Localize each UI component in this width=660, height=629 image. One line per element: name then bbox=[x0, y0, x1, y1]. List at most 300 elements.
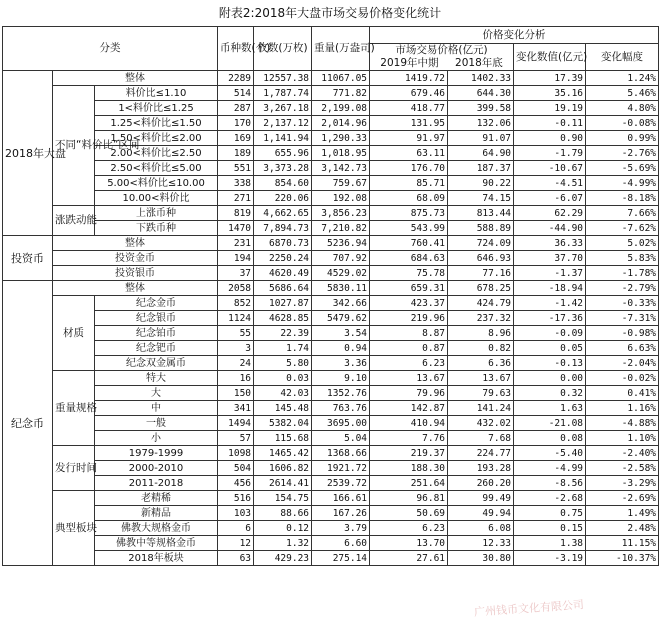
table-row bbox=[3, 536, 659, 551]
change-value-cell: 1.38 bbox=[514, 536, 586, 551]
change-value-cell: -4.99 bbox=[514, 461, 586, 476]
table-row bbox=[3, 221, 659, 236]
count-cell: 2058 bbox=[218, 281, 254, 296]
weight-cell: 11067.05 bbox=[312, 71, 370, 86]
change-pct-cell: 4.80% bbox=[586, 101, 659, 116]
table-row bbox=[3, 116, 659, 131]
mintage-cell: 4,662.65 bbox=[254, 206, 312, 221]
table-row bbox=[3, 326, 659, 341]
change-value-cell: 0.75 bbox=[514, 506, 586, 521]
row-label: 特大 bbox=[95, 371, 218, 386]
change-pct-cell: 11.15% bbox=[586, 536, 659, 551]
count-cell: 852 bbox=[218, 296, 254, 311]
group-weight-spec: 重量规格 bbox=[53, 371, 95, 446]
end2018-cell: 13.67 bbox=[448, 371, 514, 386]
weight-cell: 1352.76 bbox=[312, 386, 370, 401]
mintage-cell: 1465.42 bbox=[254, 446, 312, 461]
mid2019-cell: 7.76 bbox=[370, 431, 448, 446]
end2018-cell: 813.44 bbox=[448, 206, 514, 221]
change-value-cell: -4.51 bbox=[514, 176, 586, 191]
mintage-cell: 2250.24 bbox=[254, 251, 312, 266]
change-value-cell: -0.11 bbox=[514, 116, 586, 131]
section-investment: 投资币 bbox=[3, 236, 53, 281]
mintage-cell: 429.23 bbox=[254, 551, 312, 566]
row-label: 纪念铂币 bbox=[95, 326, 218, 341]
count-cell: 63 bbox=[218, 551, 254, 566]
mid2019-cell: 684.63 bbox=[370, 251, 448, 266]
count-cell: 169 bbox=[218, 131, 254, 146]
table-row bbox=[3, 446, 659, 461]
row-label: 纪念钯币 bbox=[95, 341, 218, 356]
weight-cell: 1,290.33 bbox=[312, 131, 370, 146]
end2018-cell: 64.90 bbox=[448, 146, 514, 161]
end2018-cell: 678.25 bbox=[448, 281, 514, 296]
change-value-cell: -1.42 bbox=[514, 296, 586, 311]
row-label: 上涨币种 bbox=[95, 206, 218, 221]
change-pct-cell: 0.99% bbox=[586, 131, 659, 146]
count-cell: 338 bbox=[218, 176, 254, 191]
end2018-cell: 6.36 bbox=[448, 356, 514, 371]
weight-cell: 2,199.08 bbox=[312, 101, 370, 116]
mintage-cell: 1.32 bbox=[254, 536, 312, 551]
mid2019-cell: 6.23 bbox=[370, 521, 448, 536]
count-cell: 231 bbox=[218, 236, 254, 251]
mid2019-cell: 423.37 bbox=[370, 296, 448, 311]
change-value-cell: -1.79 bbox=[514, 146, 586, 161]
change-pct-cell: -3.29% bbox=[586, 476, 659, 491]
row-label: 佛教中等规格金币 bbox=[95, 536, 218, 551]
mintage-cell: 1,787.74 bbox=[254, 86, 312, 101]
table-row bbox=[3, 86, 659, 101]
row-label: 纪念银币 bbox=[95, 311, 218, 326]
row-label: 下跌币种 bbox=[95, 221, 218, 236]
mintage-cell: 0.12 bbox=[254, 521, 312, 536]
row-label: 整体 bbox=[53, 236, 218, 251]
weight-cell: 275.14 bbox=[312, 551, 370, 566]
mid2019-cell: 13.70 bbox=[370, 536, 448, 551]
change-pct-cell: 1.49% bbox=[586, 506, 659, 521]
mid2019-cell: 142.87 bbox=[370, 401, 448, 416]
end2018-cell: 399.58 bbox=[448, 101, 514, 116]
row-label: 小 bbox=[95, 431, 218, 446]
row-label: 投资银币 bbox=[53, 266, 218, 281]
end2018-cell: 187.37 bbox=[448, 161, 514, 176]
table-row bbox=[3, 491, 659, 506]
weight-cell: 5.04 bbox=[312, 431, 370, 446]
end2018-cell: 49.94 bbox=[448, 506, 514, 521]
count-cell: 12 bbox=[218, 536, 254, 551]
count-cell: 189 bbox=[218, 146, 254, 161]
row-label: 佛教大规格金币 bbox=[95, 521, 218, 536]
table-row bbox=[3, 161, 659, 176]
row-label: 纪念金币 bbox=[95, 296, 218, 311]
header-price-analysis: 价格变化分析 bbox=[370, 27, 659, 44]
change-value-cell: 35.16 bbox=[514, 86, 586, 101]
change-pct-cell: -2.79% bbox=[586, 281, 659, 296]
end2018-cell: 79.63 bbox=[448, 386, 514, 401]
end2018-cell: 99.49 bbox=[448, 491, 514, 506]
row-label: 1979-1999 bbox=[95, 446, 218, 461]
weight-cell: 2539.72 bbox=[312, 476, 370, 491]
change-pct-cell: 7.66% bbox=[586, 206, 659, 221]
table-row bbox=[3, 191, 659, 206]
row-label: 1<料价比≤1.25 bbox=[95, 101, 218, 116]
end2018-cell: 12.33 bbox=[448, 536, 514, 551]
change-pct-cell: -2.69% bbox=[586, 491, 659, 506]
row-label: 整体 bbox=[53, 71, 218, 86]
table-row bbox=[3, 176, 659, 191]
change-pct-cell: -2.58% bbox=[586, 461, 659, 476]
change-pct-cell: -10.37% bbox=[586, 551, 659, 566]
weight-cell: 7,210.82 bbox=[312, 221, 370, 236]
table-row bbox=[3, 461, 659, 476]
header-mid-2019: 2019年中期 bbox=[380, 57, 439, 69]
end2018-cell: 260.20 bbox=[448, 476, 514, 491]
header-end-2018: 2018年底 bbox=[455, 57, 503, 69]
change-value-cell: -17.36 bbox=[514, 311, 586, 326]
weight-cell: 1368.66 bbox=[312, 446, 370, 461]
mintage-cell: 3,373.28 bbox=[254, 161, 312, 176]
count-cell: 170 bbox=[218, 116, 254, 131]
end2018-cell: 0.82 bbox=[448, 341, 514, 356]
mintage-cell: 220.06 bbox=[254, 191, 312, 206]
table-row bbox=[3, 251, 659, 266]
mid2019-cell: 219.96 bbox=[370, 311, 448, 326]
header-count: 币种数(个) bbox=[218, 27, 254, 71]
table-row bbox=[3, 521, 659, 536]
mid2019-cell: 875.73 bbox=[370, 206, 448, 221]
end2018-cell: 91.07 bbox=[448, 131, 514, 146]
change-value-cell: -18.94 bbox=[514, 281, 586, 296]
mid2019-cell: 188.30 bbox=[370, 461, 448, 476]
count-cell: 1494 bbox=[218, 416, 254, 431]
weight-cell: 2,014.96 bbox=[312, 116, 370, 131]
mintage-cell: 145.48 bbox=[254, 401, 312, 416]
group-typical: 典型板块 bbox=[53, 491, 95, 566]
change-value-cell: -0.09 bbox=[514, 326, 586, 341]
group-material: 材质 bbox=[53, 296, 95, 371]
header-change-pct: 变化幅度 bbox=[586, 44, 659, 71]
end2018-cell: 588.89 bbox=[448, 221, 514, 236]
table-row bbox=[3, 401, 659, 416]
mid2019-cell: 6.23 bbox=[370, 356, 448, 371]
section-dapan: 2018年大盘 bbox=[3, 71, 53, 236]
table-row bbox=[3, 386, 659, 401]
change-pct-cell: -7.62% bbox=[586, 221, 659, 236]
row-label: 1.25<料价比≤1.50 bbox=[95, 116, 218, 131]
mid2019-cell: 679.46 bbox=[370, 86, 448, 101]
row-label: 中 bbox=[95, 401, 218, 416]
end2018-cell: 30.80 bbox=[448, 551, 514, 566]
mintage-cell: 4620.49 bbox=[254, 266, 312, 281]
change-value-cell: 62.29 bbox=[514, 206, 586, 221]
weight-cell: 5236.94 bbox=[312, 236, 370, 251]
change-value-cell: 0.15 bbox=[514, 521, 586, 536]
row-label: 纪念双金属币 bbox=[95, 356, 218, 371]
table-row bbox=[3, 431, 659, 446]
change-pct-cell: -1.78% bbox=[586, 266, 659, 281]
group-issue-time: 发行时间 bbox=[53, 446, 95, 491]
mid2019-cell: 8.87 bbox=[370, 326, 448, 341]
header-market-price-label: 市场交易价格(亿元) bbox=[395, 44, 488, 56]
row-label: 1.50<料价比≤2.00 bbox=[95, 131, 218, 146]
table-row bbox=[3, 506, 659, 521]
mid2019-cell: 760.41 bbox=[370, 236, 448, 251]
row-label: 投资金币 bbox=[53, 251, 218, 266]
weight-cell: 166.61 bbox=[312, 491, 370, 506]
change-value-cell: -6.07 bbox=[514, 191, 586, 206]
count-cell: 271 bbox=[218, 191, 254, 206]
mintage-cell: 2,137.12 bbox=[254, 116, 312, 131]
change-pct-cell: 1.16% bbox=[586, 401, 659, 416]
count-cell: 103 bbox=[218, 506, 254, 521]
group-updown: 涨跌动能 bbox=[53, 206, 95, 236]
change-pct-cell: -2.04% bbox=[586, 356, 659, 371]
count-cell: 287 bbox=[218, 101, 254, 116]
change-pct-cell: -5.69% bbox=[586, 161, 659, 176]
change-value-cell: 0.05 bbox=[514, 341, 586, 356]
end2018-cell: 90.22 bbox=[448, 176, 514, 191]
mid2019-cell: 251.64 bbox=[370, 476, 448, 491]
change-pct-cell: 5.83% bbox=[586, 251, 659, 266]
end2018-cell: 724.09 bbox=[448, 236, 514, 251]
group-price-ratio: 不同“料价比”区间 bbox=[53, 86, 95, 206]
table-row bbox=[3, 206, 659, 221]
mid2019-cell: 13.67 bbox=[370, 371, 448, 386]
end2018-cell: 644.30 bbox=[448, 86, 514, 101]
change-pct-cell: -7.31% bbox=[586, 311, 659, 326]
weight-cell: 3,142.73 bbox=[312, 161, 370, 176]
mid2019-cell: 131.95 bbox=[370, 116, 448, 131]
end2018-cell: 8.96 bbox=[448, 326, 514, 341]
count-cell: 3 bbox=[218, 341, 254, 356]
change-value-cell: -21.08 bbox=[514, 416, 586, 431]
mintage-cell: 42.03 bbox=[254, 386, 312, 401]
weight-cell: 1921.72 bbox=[312, 461, 370, 476]
mid2019-cell: 79.96 bbox=[370, 386, 448, 401]
end2018-cell: 193.28 bbox=[448, 461, 514, 476]
table-row bbox=[3, 281, 659, 296]
table-row bbox=[3, 236, 659, 251]
change-pct-cell: 6.63% bbox=[586, 341, 659, 356]
row-label: 料价比≤1.10 bbox=[95, 86, 218, 101]
mid2019-cell: 75.78 bbox=[370, 266, 448, 281]
mintage-cell: 5686.64 bbox=[254, 281, 312, 296]
change-pct-cell: -0.98% bbox=[586, 326, 659, 341]
watermark-stamp: 广州钱币文化有限公司 bbox=[473, 598, 585, 619]
row-label: 10.00<料价比 bbox=[95, 191, 218, 206]
change-value-cell: 0.32 bbox=[514, 386, 586, 401]
change-pct-cell: -4.88% bbox=[586, 416, 659, 431]
mid2019-cell: 68.09 bbox=[370, 191, 448, 206]
change-value-cell: -1.37 bbox=[514, 266, 586, 281]
weight-cell: 707.92 bbox=[312, 251, 370, 266]
table-row bbox=[3, 476, 659, 491]
mintage-cell: 7,894.73 bbox=[254, 221, 312, 236]
row-label: 一般 bbox=[95, 416, 218, 431]
end2018-cell: 132.06 bbox=[448, 116, 514, 131]
mintage-cell: 2614.41 bbox=[254, 476, 312, 491]
row-label: 大 bbox=[95, 386, 218, 401]
mid2019-cell: 1419.72 bbox=[370, 71, 448, 86]
mintage-cell: 655.96 bbox=[254, 146, 312, 161]
weight-cell: 342.66 bbox=[312, 296, 370, 311]
mintage-cell: 5.80 bbox=[254, 356, 312, 371]
mid2019-cell: 659.31 bbox=[370, 281, 448, 296]
change-pct-cell: -2.76% bbox=[586, 146, 659, 161]
end2018-cell: 432.02 bbox=[448, 416, 514, 431]
change-value-cell: -3.19 bbox=[514, 551, 586, 566]
count-cell: 819 bbox=[218, 206, 254, 221]
price-change-table bbox=[2, 26, 659, 566]
mid2019-cell: 176.70 bbox=[370, 161, 448, 176]
change-pct-cell: -0.02% bbox=[586, 371, 659, 386]
end2018-cell: 77.16 bbox=[448, 266, 514, 281]
change-pct-cell: -0.33% bbox=[586, 296, 659, 311]
mintage-cell: 854.60 bbox=[254, 176, 312, 191]
weight-cell: 1,018.95 bbox=[312, 146, 370, 161]
mintage-cell: 1027.87 bbox=[254, 296, 312, 311]
table-row bbox=[3, 101, 659, 116]
end2018-cell: 74.15 bbox=[448, 191, 514, 206]
mid2019-cell: 96.81 bbox=[370, 491, 448, 506]
change-value-cell: 37.70 bbox=[514, 251, 586, 266]
weight-cell: 3695.00 bbox=[312, 416, 370, 431]
weight-cell: 192.08 bbox=[312, 191, 370, 206]
mintage-cell: 5382.04 bbox=[254, 416, 312, 431]
mid2019-cell: 91.97 bbox=[370, 131, 448, 146]
count-cell: 341 bbox=[218, 401, 254, 416]
count-cell: 57 bbox=[218, 431, 254, 446]
weight-cell: 763.76 bbox=[312, 401, 370, 416]
weight-cell: 3.36 bbox=[312, 356, 370, 371]
change-value-cell: 36.33 bbox=[514, 236, 586, 251]
weight-cell: 167.26 bbox=[312, 506, 370, 521]
header-weight: 重量(万盎司) bbox=[312, 27, 370, 71]
end2018-cell: 6.08 bbox=[448, 521, 514, 536]
change-value-cell: 19.19 bbox=[514, 101, 586, 116]
change-pct-cell: -8.18% bbox=[586, 191, 659, 206]
change-pct-cell: 0.41% bbox=[586, 386, 659, 401]
mid2019-cell: 418.77 bbox=[370, 101, 448, 116]
count-cell: 6 bbox=[218, 521, 254, 536]
mid2019-cell: 63.11 bbox=[370, 146, 448, 161]
mid2019-cell: 410.94 bbox=[370, 416, 448, 431]
mintage-cell: 12557.38 bbox=[254, 71, 312, 86]
row-label: 2000-2010 bbox=[95, 461, 218, 476]
weight-cell: 4529.02 bbox=[312, 266, 370, 281]
mintage-cell: 154.75 bbox=[254, 491, 312, 506]
table-caption: 附表2:2018年大盘市场交易价格变化统计 bbox=[218, 6, 442, 20]
end2018-cell: 646.93 bbox=[448, 251, 514, 266]
mintage-cell: 115.68 bbox=[254, 431, 312, 446]
weight-cell: 6.60 bbox=[312, 536, 370, 551]
mintage-cell: 1606.82 bbox=[254, 461, 312, 476]
table-body bbox=[3, 27, 659, 566]
end2018-cell: 1402.33 bbox=[448, 71, 514, 86]
weight-cell: 771.82 bbox=[312, 86, 370, 101]
change-pct-cell: 1.24% bbox=[586, 71, 659, 86]
weight-cell: 3.79 bbox=[312, 521, 370, 536]
mid2019-cell: 0.87 bbox=[370, 341, 448, 356]
change-pct-cell: 2.48% bbox=[586, 521, 659, 536]
mid2019-cell: 543.99 bbox=[370, 221, 448, 236]
change-pct-cell: -2.40% bbox=[586, 446, 659, 461]
table-row bbox=[3, 341, 659, 356]
count-cell: 456 bbox=[218, 476, 254, 491]
mintage-cell: 6870.73 bbox=[254, 236, 312, 251]
end2018-cell: 7.68 bbox=[448, 431, 514, 446]
change-value-cell: 0.00 bbox=[514, 371, 586, 386]
change-pct-cell: 1.10% bbox=[586, 431, 659, 446]
count-cell: 150 bbox=[218, 386, 254, 401]
change-value-cell: 17.39 bbox=[514, 71, 586, 86]
count-cell: 55 bbox=[218, 326, 254, 341]
count-cell: 551 bbox=[218, 161, 254, 176]
section-commemorative: 纪念币 bbox=[3, 281, 53, 566]
table-row bbox=[3, 416, 659, 431]
count-cell: 16 bbox=[218, 371, 254, 386]
header-change-value: 变化数值(亿元) bbox=[514, 44, 586, 71]
header-category: 分类 bbox=[3, 27, 218, 71]
header-market-price bbox=[370, 44, 514, 71]
change-value-cell: 1.63 bbox=[514, 401, 586, 416]
row-label: 2.00<料价比≤2.50 bbox=[95, 146, 218, 161]
count-cell: 516 bbox=[218, 491, 254, 506]
row-label: 2011-2018 bbox=[95, 476, 218, 491]
change-pct-cell: -4.99% bbox=[586, 176, 659, 191]
change-pct-cell: 5.02% bbox=[586, 236, 659, 251]
row-label: 老精稀 bbox=[95, 491, 218, 506]
weight-cell: 3,856.23 bbox=[312, 206, 370, 221]
mintage-cell: 3,267.18 bbox=[254, 101, 312, 116]
change-value-cell: -44.90 bbox=[514, 221, 586, 236]
weight-cell: 759.67 bbox=[312, 176, 370, 191]
change-pct-cell: -0.08% bbox=[586, 116, 659, 131]
change-value-cell: -8.56 bbox=[514, 476, 586, 491]
row-label: 5.00<料价比≤10.00 bbox=[95, 176, 218, 191]
change-value-cell: 0.90 bbox=[514, 131, 586, 146]
count-cell: 504 bbox=[218, 461, 254, 476]
mid2019-cell: 27.61 bbox=[370, 551, 448, 566]
weight-cell: 0.94 bbox=[312, 341, 370, 356]
weight-cell: 5479.62 bbox=[312, 311, 370, 326]
mid2019-cell: 50.69 bbox=[370, 506, 448, 521]
end2018-cell: 141.24 bbox=[448, 401, 514, 416]
row-label: 2018年板块 bbox=[95, 551, 218, 566]
count-cell: 24 bbox=[218, 356, 254, 371]
change-value-cell: -5.40 bbox=[514, 446, 586, 461]
mintage-cell: 22.39 bbox=[254, 326, 312, 341]
mintage-cell: 1.74 bbox=[254, 341, 312, 356]
count-cell: 1098 bbox=[218, 446, 254, 461]
header-mintage: 枚数(万枚) bbox=[254, 27, 312, 71]
mid2019-cell: 85.71 bbox=[370, 176, 448, 191]
change-value-cell: -2.68 bbox=[514, 491, 586, 506]
row-label: 整体 bbox=[53, 281, 218, 296]
count-cell: 1470 bbox=[218, 221, 254, 236]
count-cell: 1124 bbox=[218, 311, 254, 326]
count-cell: 37 bbox=[218, 266, 254, 281]
table-row bbox=[3, 71, 659, 86]
count-cell: 194 bbox=[218, 251, 254, 266]
table-row bbox=[3, 266, 659, 281]
mintage-cell: 1,141.94 bbox=[254, 131, 312, 146]
change-value-cell: -10.67 bbox=[514, 161, 586, 176]
mintage-cell: 88.66 bbox=[254, 506, 312, 521]
table-row bbox=[3, 311, 659, 326]
weight-cell: 3.54 bbox=[312, 326, 370, 341]
